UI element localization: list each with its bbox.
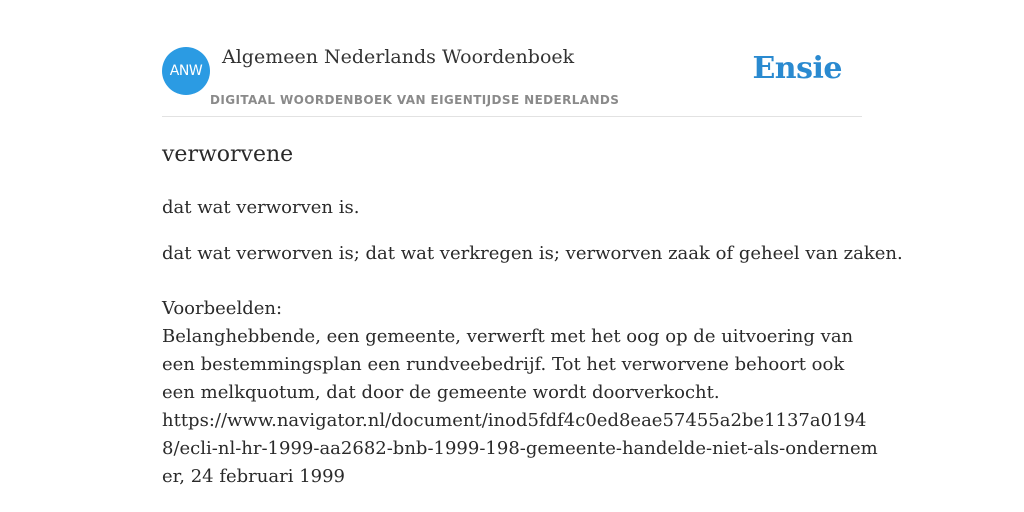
entry-content [162,140,903,491]
long-definition: dat wat verworven is; dat wat verkregen is; verworven zaak of geheel van zaken. [162,243,903,264]
examples-label: Voorbeelden: [162,298,283,319]
example-source: https://www.navigator.nl/document/inod5fdf4c0ed8eae57455a2be1137a01948/ecli-nl-hr-1999-aa2682-bnb-1999-198-gemeente-handelde-niet-als-ondernemer, 24 februari 1999 [162,410,878,487]
examples-block [162,295,882,491]
entry-headword: verworvene [162,142,294,167]
anw-logo[interactable]: ANW [162,47,210,95]
short-definition: dat wat verworven is. [162,197,360,218]
site-header [162,46,862,117]
dictionary-subtitle: DIGITAAL WOORDENBOEK VAN EIGENTIJDSE NEDERLANDS [210,93,620,107]
example-text: Belanghebbende, een gemeente, verwerft met het oog op de uitvoering van een bestemmingsplan een rundveebedrijf. Tot het verworvene behoort ook een melkquotum, dat door de gemeente wordt doorverkocht. [162,326,854,403]
ensie-brand-logo[interactable]: Ensie [752,51,842,86]
dictionary-title[interactable]: Algemeen Nederlands Woordenboek [222,46,575,68]
